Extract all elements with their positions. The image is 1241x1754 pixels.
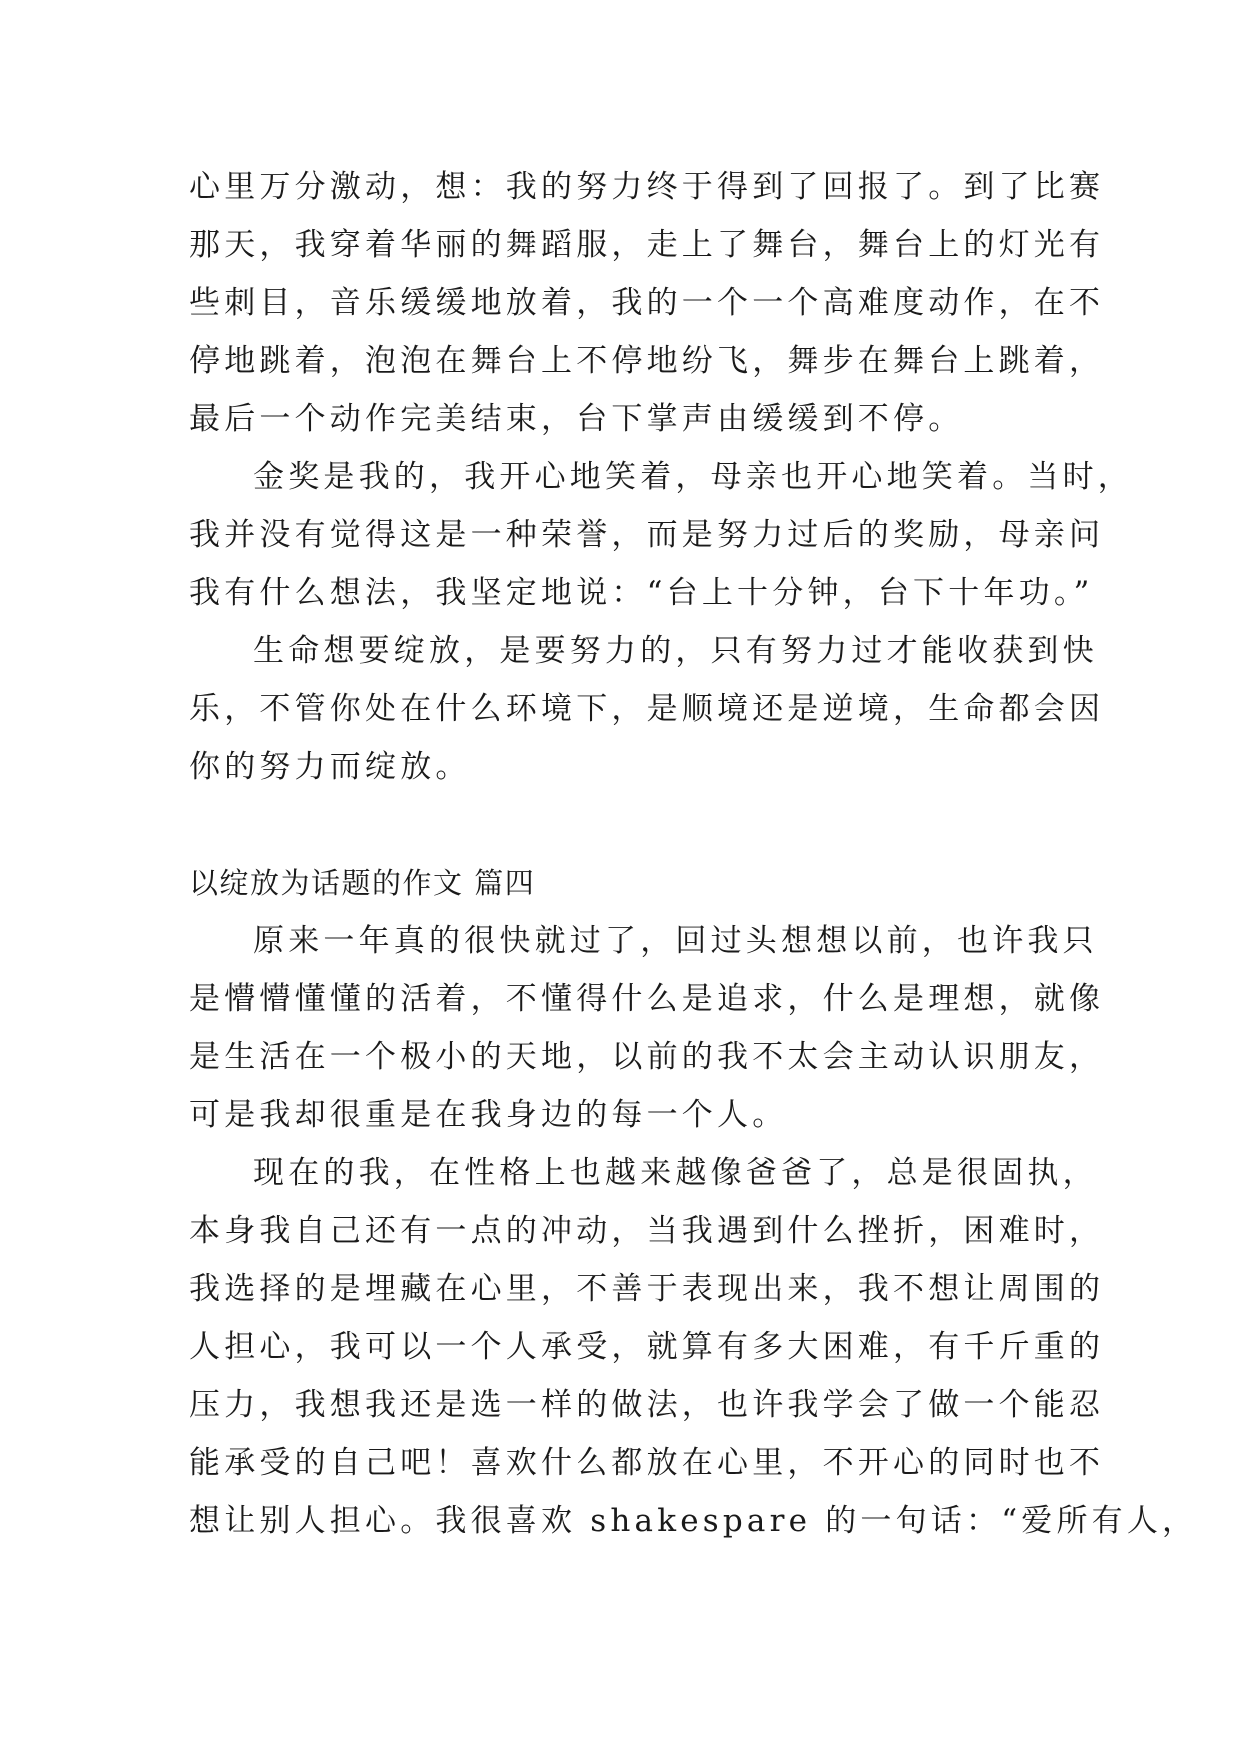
text-line: 些刺目，音乐缓缓地放着，我的一个一个高难度动作，在不: [189, 285, 1105, 321]
text-line: 我有什么想法，我坚定地说：“台上十分钟，台下十年功。”: [189, 575, 1094, 611]
text-line: 是生活在一个极小的天地，以前的我不太会主动认识朋友，: [189, 1039, 1105, 1075]
text-line: 金奖是我的，我开心地笑着，母亲也开心地笑着。当时，: [253, 459, 1133, 495]
text-line: 是懵懵懂懂的活着，不懂得什么是追求，什么是理想，就像: [189, 981, 1105, 1017]
paragraph: [189, 1144, 1198, 1550]
text-line: 停地跳着，泡泡在舞台上不停地纷飞，舞步在舞台上跳着，: [189, 343, 1105, 379]
paragraph: [189, 622, 1105, 796]
text-line: 你的努力而绽放。: [189, 749, 471, 785]
text-line: 乐，不管你处在什么环境下，是顺境还是逆境，生命都会因: [189, 691, 1105, 727]
text-line: 想让别人担心。我很喜欢 shakespare 的一句话：“爱所有人，: [189, 1503, 1198, 1539]
text-line: 可是我却很重是在我身边的每一个人。: [189, 1097, 788, 1133]
paragraph: [189, 158, 1105, 448]
text-line: 压力，我想我还是选一样的做法，也许我学会了做一个能忍: [189, 1387, 1105, 1423]
text-line: 最后一个动作完美结束，台下掌声由缓缓到不停。: [189, 401, 964, 437]
text-line: 能承受的自己吧！喜欢什么都放在心里，不开心的同时也不: [189, 1445, 1105, 1481]
text-line: 本身我自己还有一点的冲动，当我遇到什么挫折，困难时，: [189, 1213, 1105, 1249]
text-line: 心里万分激动，想：我的努力终于得到了回报了。到了比赛: [189, 169, 1105, 205]
text-line: 生命想要绽放，是要努力的，只有努力过才能收获到快: [253, 633, 1098, 669]
text-line: 现在的我，在性格上也越来越像爸爸了，总是很固执，: [253, 1155, 1098, 1191]
text-line: 那天，我穿着华丽的舞蹈服，走上了舞台，舞台上的灯光有: [189, 227, 1105, 263]
paragraph: [189, 912, 1105, 1144]
section-gap: [189, 796, 1059, 854]
text-line: 我并没有觉得这是一种荣誉，而是努力过后的奖励，母亲问: [189, 517, 1105, 553]
paragraph: [189, 448, 1133, 622]
section-heading: 以绽放为话题的作文 篇四: [189, 866, 536, 900]
document-body: [189, 158, 1198, 1550]
text-line: 原来一年真的很快就过了，回过头想想以前，也许我只: [253, 923, 1098, 959]
text-line: 我选择的是埋藏在心里，不善于表现出来，我不想让周围的: [189, 1271, 1105, 1307]
text-line: 人担心，我可以一个人承受，就算有多大困难，有千斤重的: [189, 1329, 1105, 1365]
